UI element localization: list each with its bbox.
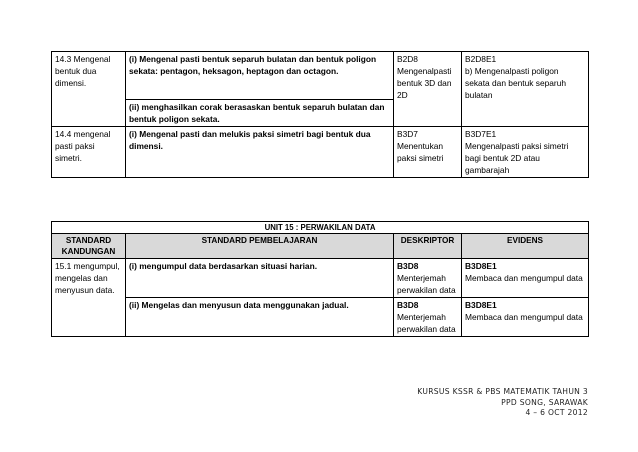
header-standard: STANDARD KANDUNGAN: [52, 234, 126, 259]
descriptor-text: B2D8 Mengenalpasti bentuk 3D dan 2D: [397, 54, 452, 100]
learning-cell: [126, 100, 394, 127]
standard-cell: [52, 259, 126, 337]
evidence-code: B3D8E1: [465, 300, 497, 310]
standard-cell: [52, 127, 126, 178]
table-title: UNIT 15 : PERWAKILAN DATA: [52, 222, 589, 234]
evidence-code: B3D7E1: [465, 129, 497, 139]
table-row: [52, 52, 589, 100]
learning-cell: [126, 259, 394, 298]
standard-text: 14.3 Mengenal bentuk dua dimensi.: [55, 54, 111, 88]
descriptor-text: Menterjemah perwakilan data: [397, 273, 456, 295]
learning-text: (i) Mengenal pasti dan melukis paksi simetri bagi bentuk dua dimensi.: [129, 129, 371, 151]
page-footer: [417, 387, 588, 419]
evidence-text: b) Mengenalpasti poligon sekata dan bentuk separuh bulatan: [465, 66, 567, 100]
header-descriptor: DESKRIPTOR: [394, 234, 462, 259]
table-row: [52, 259, 589, 298]
descriptor-cell: [394, 127, 462, 178]
header-learning: STANDARD PEMBELAJARAN: [126, 234, 394, 259]
evidence-code: B3D8E1: [465, 261, 497, 271]
learning-text: (ii) Mengelas dan menyusun data menggunakan jadual.: [129, 300, 349, 310]
descriptor-cell: [394, 52, 462, 127]
footer-date: 4 – 6 OCT 2012: [525, 408, 588, 417]
descriptor-text: B3D7 Menentukan paksi simetri: [397, 129, 444, 163]
learning-cell: [126, 127, 394, 178]
table-unit-15: [51, 221, 589, 337]
footer-course: KURSUS KSSR & PBS MATEMATIK TAHUN 3: [417, 387, 588, 396]
descriptor-code: B3D8: [397, 300, 419, 310]
evidence-cell: [462, 259, 589, 298]
evidence-code: B2D8E1: [465, 54, 497, 64]
evidence-cell: [462, 52, 589, 127]
descriptor-code: B3D8: [397, 261, 419, 271]
descriptor-text: Menterjemah perwakilan data: [397, 312, 456, 334]
descriptor-cell: [394, 259, 462, 298]
header-evidence: EVIDENS: [462, 234, 589, 259]
evidence-cell: [462, 127, 589, 178]
learning-text: (i) Mengenal pasti bentuk separuh bulatan dan bentuk poligon sekata: pentagon, heksagon, heptagon dan octagon.: [129, 54, 377, 76]
evidence-text: Mengenalpasti paksi simetri bagi bentuk 2D atau gambarajah: [465, 141, 569, 175]
table-title-row: [52, 222, 589, 234]
footer-location: PPD SONG, SARAWAK: [501, 397, 588, 407]
learning-text: (ii) menghasilkan corak berasaskan bentuk separuh bulatan dan bentuk poligon sekata.: [129, 102, 385, 124]
standard-cell: [52, 52, 126, 127]
learning-cell: [126, 52, 394, 100]
evidence-cell: [462, 298, 589, 337]
evidence-text: Membaca dan mengumpul data: [465, 273, 583, 283]
descriptor-cell: [394, 298, 462, 337]
table-row: [52, 127, 589, 178]
evidence-text: Membaca dan mengumpul data: [465, 312, 583, 322]
standard-text: 14.4 mengenal pasti paksi simetri.: [55, 129, 111, 163]
table-row: [52, 298, 589, 337]
learning-cell: [126, 298, 394, 337]
learning-text: (i) mengumpul data berdasarkan situasi harian.: [129, 261, 318, 271]
table-topic-14: [51, 51, 589, 178]
standard-text: 15.1 mengumpul, mengelas dan menyusun data.: [55, 261, 120, 295]
table-header-row: [52, 234, 589, 259]
